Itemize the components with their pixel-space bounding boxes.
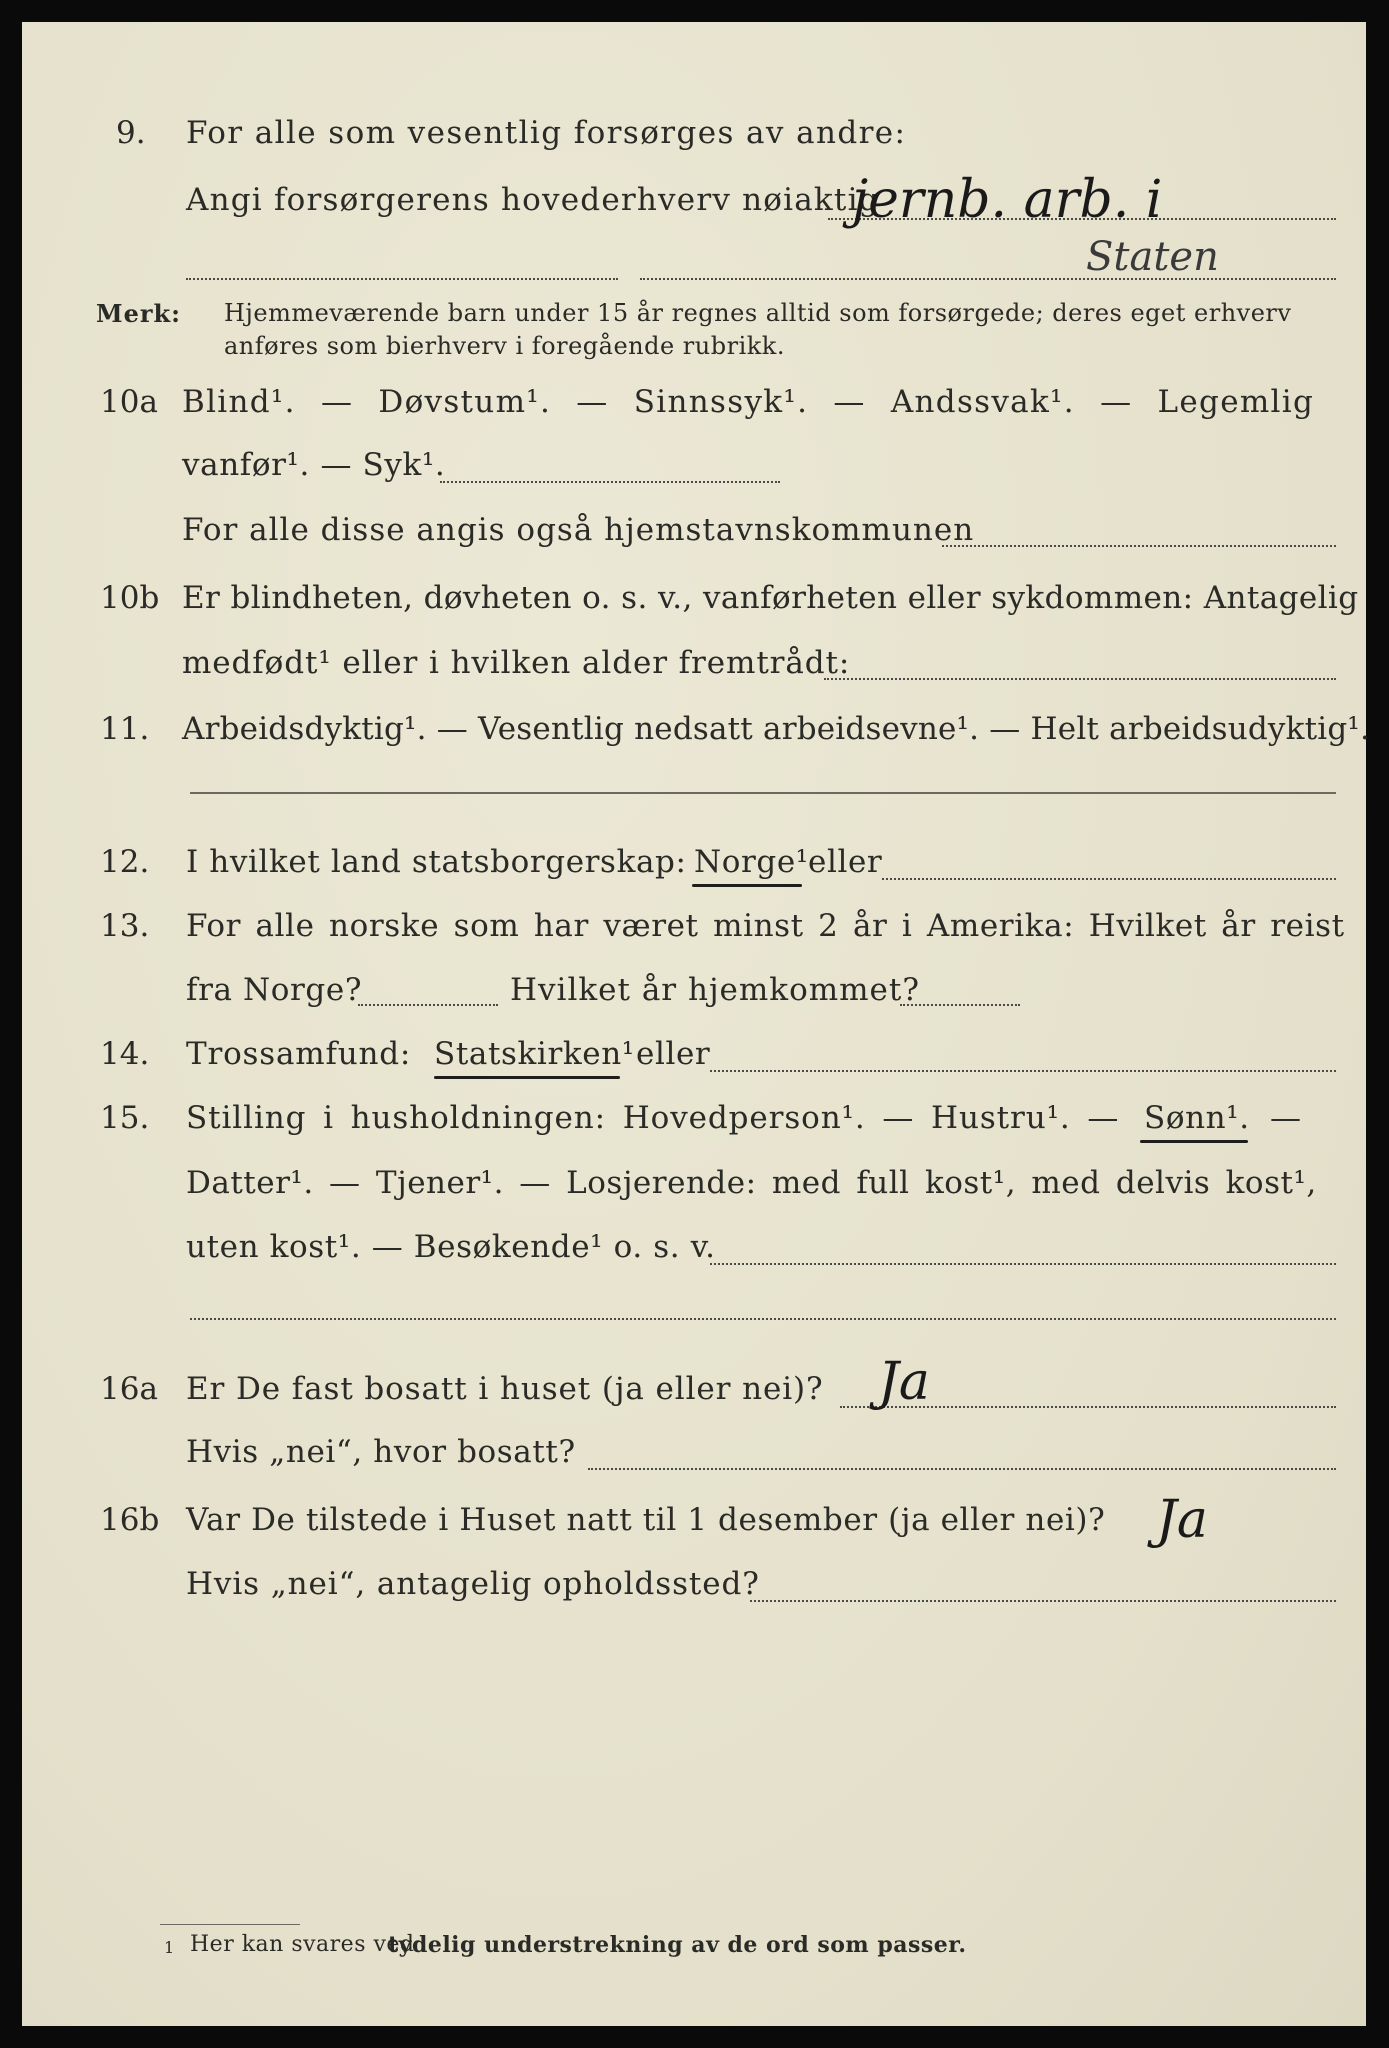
q16b-handwritten-answer: Ja [1156,1490,1208,1550]
q15-line2: Datter¹. — Tjener¹. — Losjerende: med full kost¹, med delvis kost¹, [186,1165,1317,1201]
q12-pre: I hvilket land statsborgerskap: [186,844,687,880]
q13-line1: For alle norske som har været minst 2 år i Amerika: Hvilket år reist [186,908,1345,944]
q16a-number: 16a [100,1371,158,1407]
q11-line1: Arbeidsdyktig¹. — Vesentlig nedsatt arbeidsevne¹. — Helt arbeidsudyktig¹. [182,711,1371,747]
q15-line1b: — [1270,1100,1302,1136]
q14-underline [434,1076,620,1079]
merk-line2: anføres som bierhverv i foregående rubrikk. [224,332,785,360]
q12-underline [692,884,802,887]
q12-number: 12. [100,844,150,880]
q15-field [710,1263,1336,1265]
footnote-rule [160,1924,300,1925]
q15-line3: uten kost¹. — Besøkende¹ o. s. v. [186,1229,716,1265]
q10a-line1: Blind¹. — Døvstum¹. — Sinnssyk¹. — Andssvak¹. — Legemlig [182,384,1315,420]
q9-handwritten-answer-2: Staten [1086,234,1219,280]
q14-number: 14. [100,1036,150,1072]
q9-handwritten-answer: jernb. arb. i [852,170,1163,230]
q10a-line2: vanfør¹. — Syk¹. [182,447,446,483]
q16b-line1: Var De tilstede i Huset natt til 1 desember (ja eller nei)? [186,1502,1106,1538]
q13-hjemkommet-field [900,1004,1020,1006]
q16b-number: 16b [100,1502,160,1538]
q10a-number: 10a [100,384,158,420]
q11-field [190,792,1336,794]
q11-number: 11. [100,711,150,747]
q16a-line2: Hvis „nei“, hvor bosatt? [186,1434,576,1470]
q14-field [710,1070,1336,1072]
q14-pre: Trossamfund: [186,1036,412,1072]
merk-line1: Hjemmeværende barn under 15 år regnes alltid som forsørgede; deres eget erhverv [224,299,1292,327]
q14-post: eller [636,1036,711,1072]
q16b-field [750,1600,1336,1602]
q9-extra-line-right [640,278,1336,280]
footnote-text-a: Her kan svares ved [190,1932,415,1957]
q14-option-statskirken: Statskirken¹ [434,1036,635,1072]
q16a-handwritten-answer: Ja [878,1352,930,1412]
q12-field [882,878,1336,880]
q13-number: 13. [100,908,150,944]
q9-extra-line-left [186,278,618,280]
q15-underline [1140,1140,1248,1143]
q15-option-sonn: Sønn¹. [1144,1100,1250,1136]
q10b-line1: Er blindheten, døvheten o. s. v., vanførheten eller sykdommen: Antagelig [182,580,1359,616]
footnote-text-b: tydelig understrekning av de ord som passer. [388,1932,967,1958]
footnote-mark: 1 [164,1938,175,1957]
q13-line2a: fra Norge? [186,972,363,1008]
q12-option-norge: Norge¹ [694,844,809,880]
q16a-bosatt-field [588,1468,1336,1470]
q10a-line3-field [942,545,1336,547]
q10a-line3: For alle disse angis også hjemstavnskommunen [182,512,975,548]
q13-reist-field [358,1004,498,1006]
q15-line1a: Stilling i husholdningen: Hovedperson¹. — Hustru¹. — [186,1100,1120,1136]
q16a-line1: Er De fast bosatt i huset (ja eller nei)? [186,1371,824,1407]
census-form-sheet [22,22,1371,2026]
q13-line2b: Hvilket år hjemkommet? [510,972,920,1008]
q9-line2: Angi forsørgerens hovederhverv nøiaktig [186,182,880,218]
q16b-line2: Hvis „nei“, antagelig opholdssted? [186,1566,760,1602]
q15-number: 15. [100,1100,150,1136]
q9-number: 9. [116,115,146,151]
q10b-field [824,678,1336,680]
q10a-line2-field [440,481,780,483]
q9-line1: For alle som vesentlig forsørges av andre: [186,115,907,151]
q15-extra-line [190,1318,1336,1320]
merk-label: Merk: [96,299,181,328]
q12-post: eller [808,844,883,880]
q10b-number: 10b [100,580,160,616]
q10b-line2: medfødt¹ eller i hvilken alder fremtrådt: [182,645,851,681]
